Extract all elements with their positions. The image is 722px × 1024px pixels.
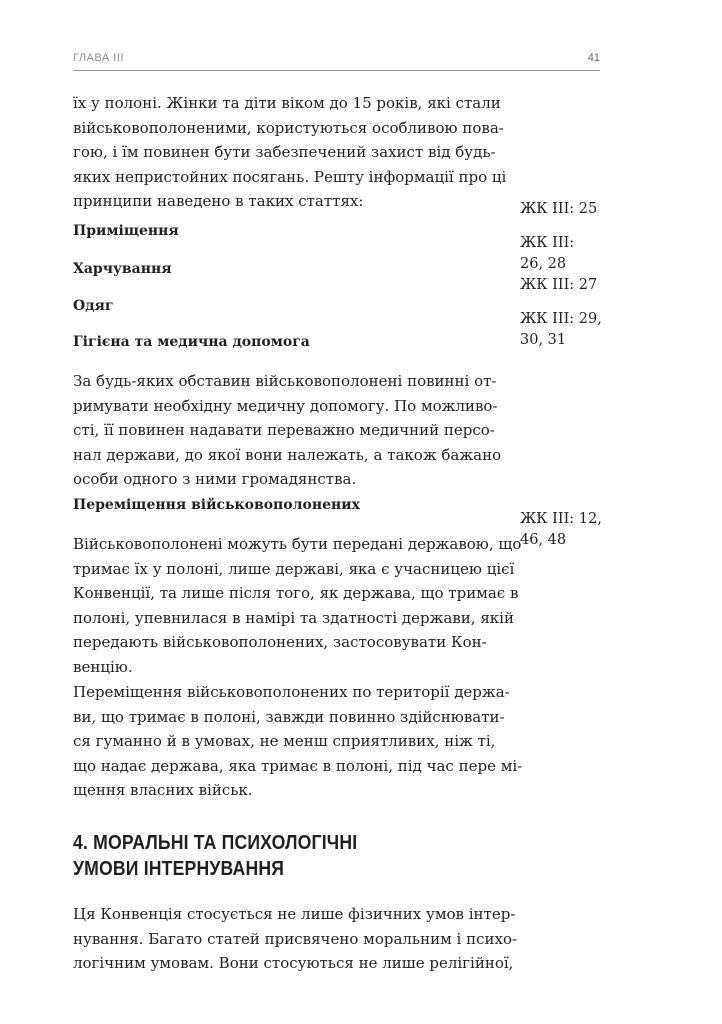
paragraph-medical	[73, 369, 502, 492]
chapter-label: ГЛАВА III	[73, 52, 124, 64]
text-line: римувати необхідну медичну допомогу. По можливо-	[73, 396, 498, 415]
text-line: логічним умовам. Вони стосуються не лише релігійної,	[73, 954, 514, 973]
heading-clothing: Одяг	[73, 298, 114, 314]
paragraph-transfer	[73, 532, 522, 680]
text-line: нування. Багато статей присвячено моральним і психо-	[73, 929, 518, 948]
heading-food: Харчування	[73, 261, 172, 277]
text-line: тримає їх у полоні, лише державі, яка є учасницею цієї	[73, 559, 515, 578]
side-note: ЖК III: 26, 28	[520, 235, 575, 272]
text-line: гою, і їм повинен бути забезпечений захист від будь-	[73, 143, 496, 162]
text-line: нал держави, до якої вони належать, а також бажано	[73, 445, 502, 464]
text-line: яких непристойних посягань. Решту інформації про ці	[73, 167, 507, 186]
text-line: що надає держава, яка тримає в полоні, під час пере мі-	[73, 756, 523, 775]
paragraph-intro	[73, 91, 507, 214]
side-note: ЖК III: 25	[520, 201, 598, 217]
running-header	[73, 52, 600, 71]
text-line: Ця Конвенція стосується не лише фізичних умов інтер-	[73, 905, 516, 923]
text-line: передають військовополонених, застосовувати Кон-	[73, 633, 487, 652]
section-title-line: УМОВИ ІНТЕРНУВАННЯ	[73, 857, 285, 880]
side-note: ЖК III: 12, 46, 48	[520, 511, 602, 548]
text-line: ви, що тримає в полоні, завжди повинно здійснювати-	[73, 707, 505, 726]
text-line: Військовополонені можуть бути передані державою, що	[73, 535, 522, 553]
page-number: 41	[587, 52, 600, 64]
text-line: сті, її повинен надавати переважно медичний персо-	[73, 421, 495, 440]
heading-premises: Приміщення	[73, 223, 179, 239]
paragraph-movement	[73, 680, 523, 803]
side-note: ЖК III: 29, 30, 31	[520, 311, 602, 348]
text-line: ся гуманно й в умовах, не менш сприятливих, ніж ті,	[73, 732, 496, 751]
text-line: принципи наведено в таких статтях:	[73, 192, 364, 211]
text-line: щення власних військ.	[73, 781, 253, 800]
text-line: венцію.	[73, 657, 133, 676]
text-line: Переміщення військовополонених по території держа-	[73, 683, 510, 701]
section-title-line: 4. МОРАЛЬНІ ТА ПСИХОЛОГІЧНІ	[73, 831, 358, 854]
heading-hygiene: Гігієна та медична допомога	[73, 334, 310, 350]
heading-transfer: Переміщення військовополонених	[73, 497, 360, 513]
text-line: полоні, упевнилася в намірі та здатності держави, якій	[73, 608, 514, 627]
text-line: особи одного з ними громадянства.	[73, 470, 357, 489]
text-line: військовополоненими, користуються особливою пова-	[73, 118, 504, 137]
text-line: Конвенції, та лише після того, як держава, що тримає в	[73, 584, 519, 603]
text-line: За будь-яких обставин військовополонені повинні от-	[73, 372, 497, 390]
text-line: їх у полоні. Жінки та діти віком до 15 років, які стали	[73, 94, 501, 112]
section-title	[73, 830, 357, 882]
side-note: ЖК III: 27	[520, 277, 598, 293]
paragraph-moral	[73, 902, 518, 976]
